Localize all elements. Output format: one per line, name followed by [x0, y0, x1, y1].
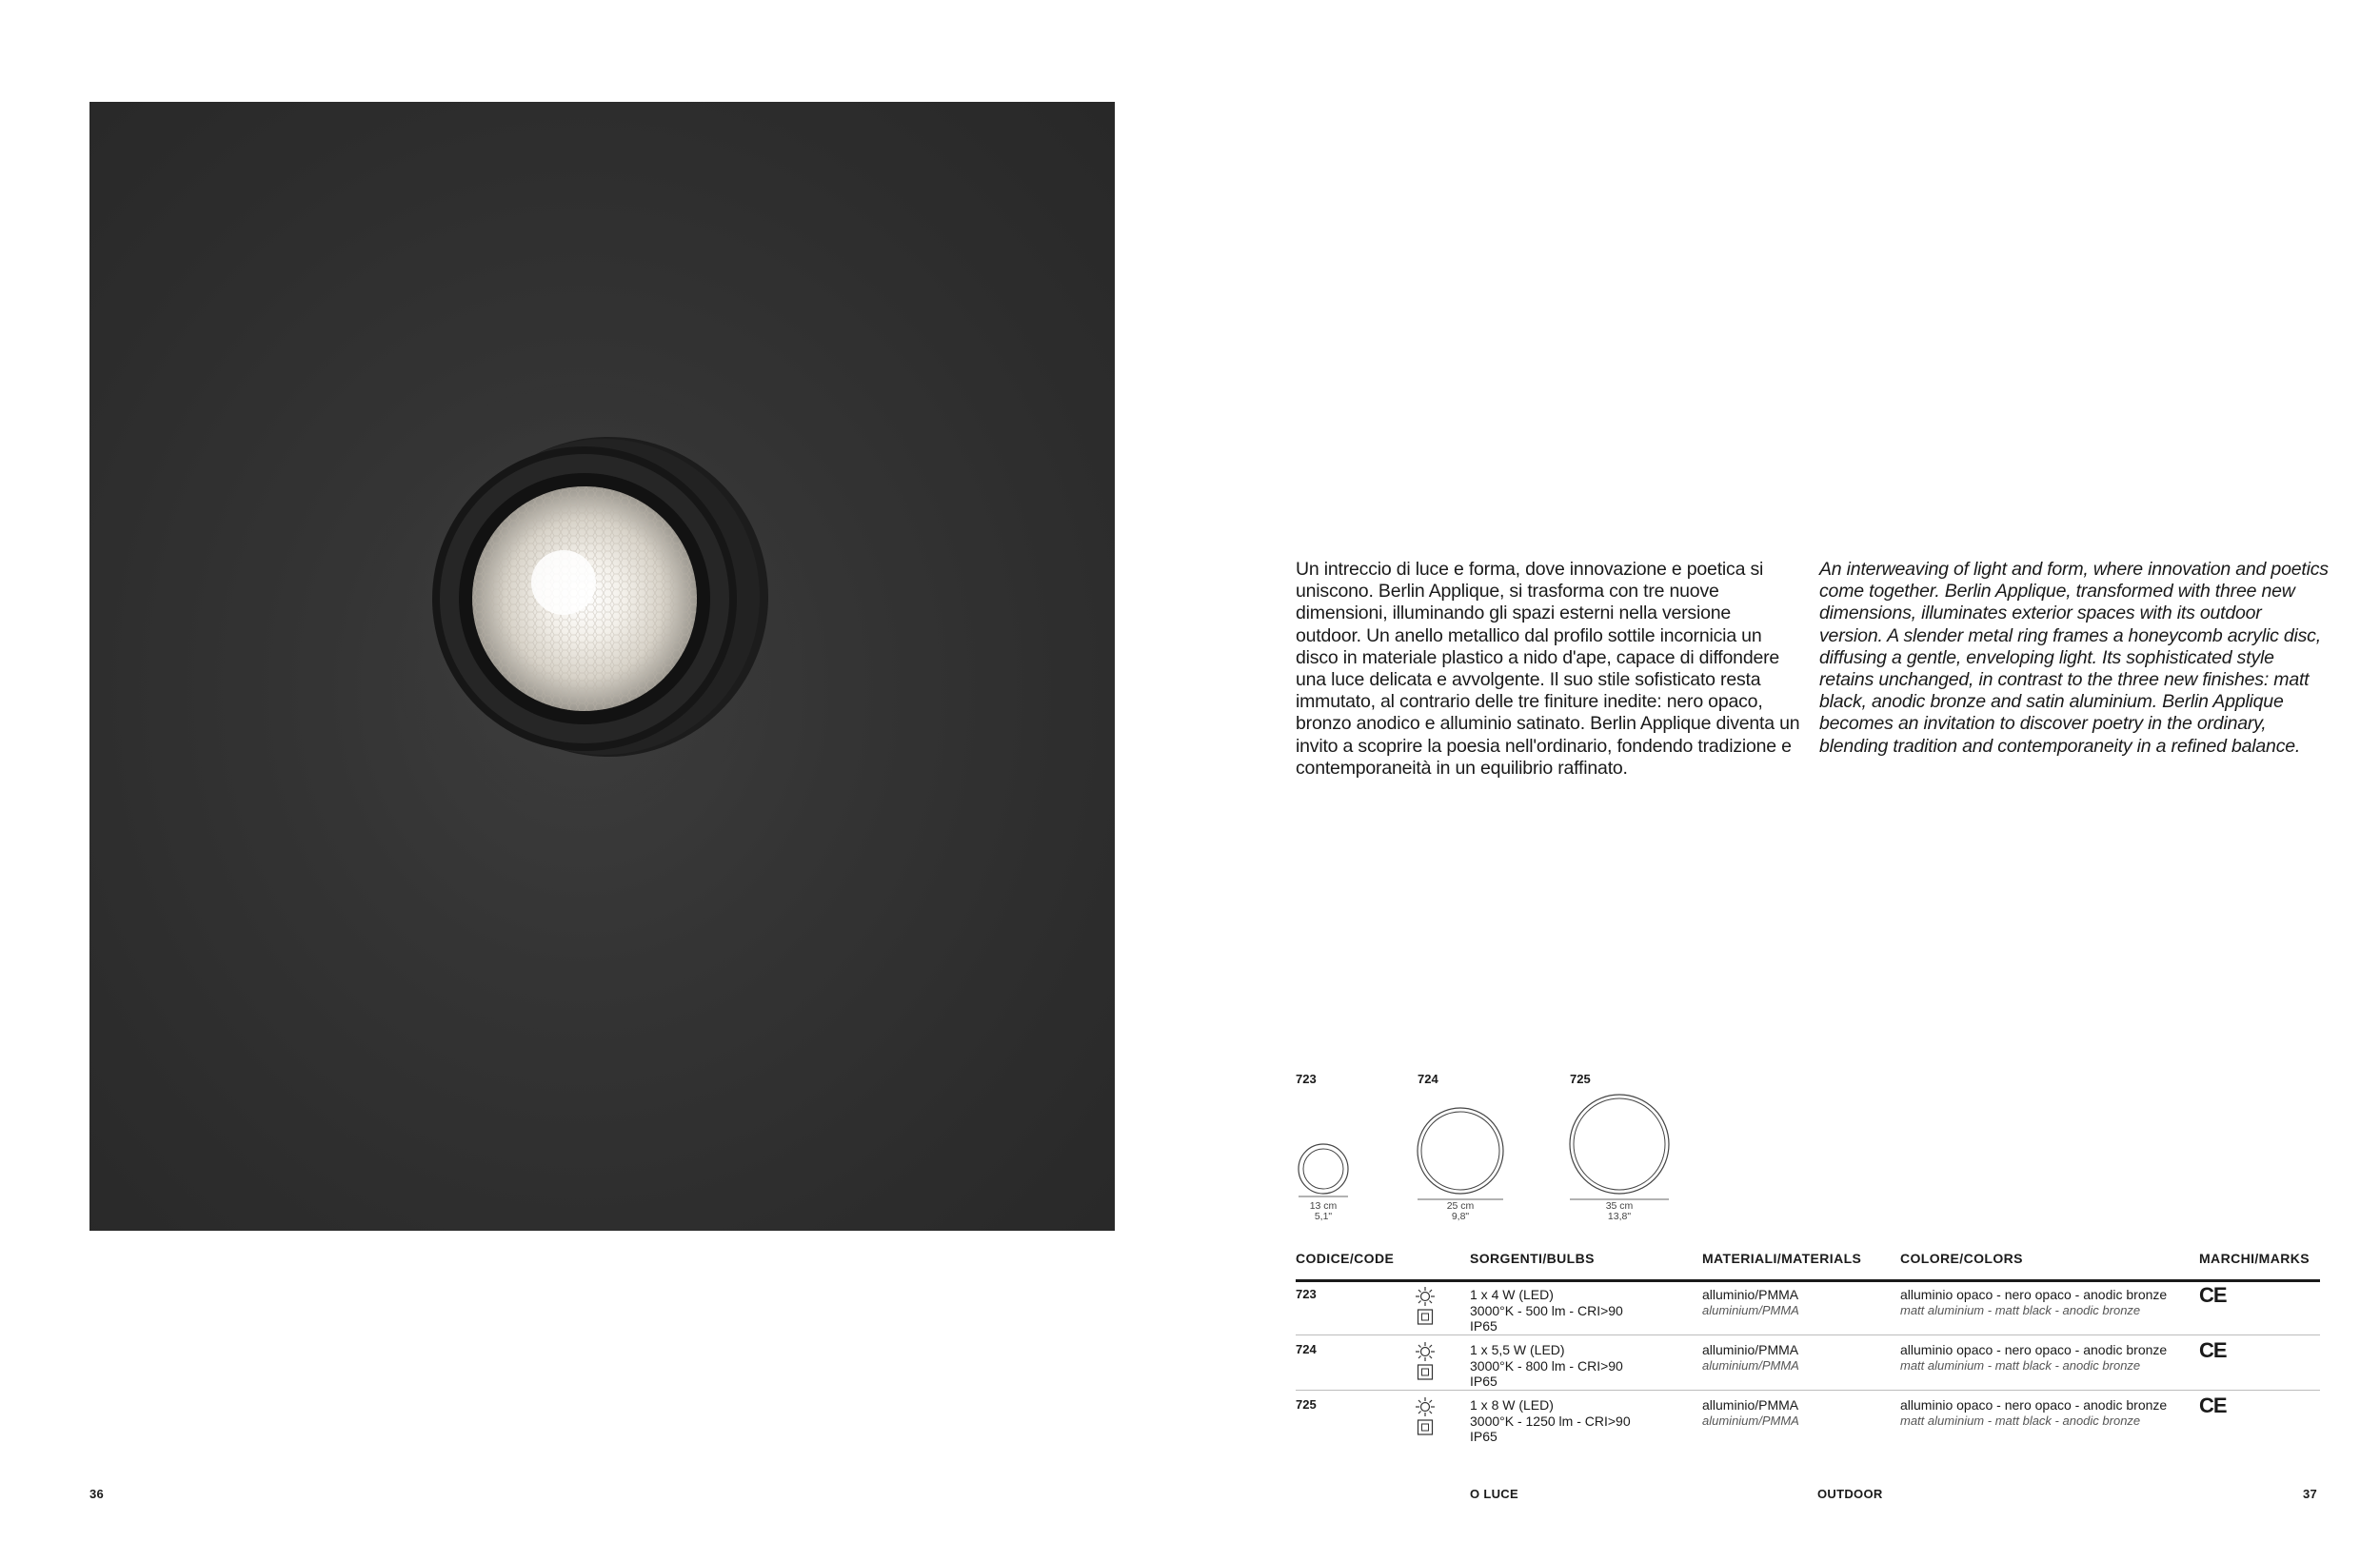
- row-724-colors: alluminio opaco - nero opaco - anodic bronze matt aluminium - matt black - anodic bronze: [1900, 1342, 2168, 1373]
- header-colors: COLORE/COLORS: [1900, 1251, 2023, 1266]
- ce-mark-icon: CE: [2199, 1338, 2227, 1362]
- dimension-diagram-723: [1296, 1133, 1353, 1199]
- row-725-bulbs: 1 x 8 W (LED) 3000°K - 1250 lm - CRI>90 IP65: [1470, 1397, 1631, 1444]
- row-723-code: 723: [1296, 1287, 1317, 1301]
- led-sun-icon: [1416, 1342, 1437, 1382]
- dimension-label-724: 25 cm 9,8": [1446, 1200, 1475, 1222]
- page-number-right: 37: [2303, 1487, 2318, 1501]
- description-english: An interweaving of light and form, where innovation and poetics come together. Berlin Applique, transformed with three new dimensions, illuminates exterior spaces with its outdoor version. A slender metal ring frames a honeycomb acrylic disc, diffusing a gentle, enveloping light. Its sophisticated style retains unchanged, in contrast to the three new finishes: matt black, anodic bronze and satin aluminium. Berlin Applique becomes an invitation to discover poetry in the ordinary, blending tradition and contemporaneity in a refined balance.: [1819, 559, 2329, 757]
- led-sun-icon: [1416, 1287, 1437, 1327]
- dimension-diagram-724: [1415, 1104, 1506, 1201]
- header-code: CODICE/CODE: [1296, 1251, 1395, 1266]
- row-724-material: alluminio/PMMA aluminium/PMMA: [1702, 1342, 1799, 1373]
- header-materials: MATERIALI/MATERIALS: [1702, 1251, 1862, 1266]
- led-sun-icon: [1416, 1397, 1437, 1437]
- footer-section: OUTDOOR: [1817, 1487, 1883, 1501]
- row-724-bulbs: 1 x 5,5 W (LED) 3000°K - 800 lm - CRI>90 IP65: [1470, 1342, 1623, 1389]
- row-725-code: 725: [1296, 1397, 1317, 1412]
- row-divider: [1296, 1390, 2320, 1391]
- table-header-rule: [1296, 1279, 2320, 1282]
- description-italian: Un intreccio di luce e forma, dove innovazione e poetica si uniscono. Berlin Applique, si trasforma con tre nuove dimensioni, illuminando gli spazi esterni nella versione outdoor. Un anello metallico dal profilo sottile incornicia un disco in materiale plastico a nido d'ape, capace di diffondere una luce delicata e avvolgente. Il suo stile sofisticato resta immutato, al contrario delle tre finiture inedite: nero opaco, bronzo anodico e alluminio satinato. Berlin Applique diventa un invito a scoprire la poesia nell'ordinario, fondendo tradizione e contemporaneità in un equilibrio raffinato.: [1296, 559, 1800, 779]
- dimension-code-723: 723: [1296, 1072, 1317, 1086]
- ce-mark-icon: CE: [2199, 1283, 2227, 1307]
- header-marks: MARCHI/MARKS: [2199, 1251, 2311, 1266]
- dimension-label-725: 35 cm 13,8": [1605, 1200, 1634, 1222]
- row-723-bulbs: 1 x 4 W (LED) 3000°K - 500 lm - CRI>90 IP65: [1470, 1287, 1623, 1334]
- row-725-colors: alluminio opaco - nero opaco - anodic bronze matt aluminium - matt black - anodic bronze: [1900, 1397, 2168, 1428]
- berlin-applique-lamp-image: [89, 102, 1115, 1231]
- row-725-material: alluminio/PMMA aluminium/PMMA: [1702, 1397, 1799, 1428]
- dimension-code-725: 725: [1570, 1072, 1591, 1086]
- row-divider: [1296, 1334, 2320, 1335]
- row-723-colors: alluminio opaco - nero opaco - anodic bronze matt aluminium - matt black - anodic bronze: [1900, 1287, 2168, 1317]
- product-photo: [89, 102, 1115, 1231]
- row-724-code: 724: [1296, 1342, 1317, 1356]
- dimension-code-724: 724: [1418, 1072, 1438, 1086]
- dimension-label-723: 13 cm 5,1": [1309, 1200, 1338, 1222]
- header-bulbs: SORGENTI/BULBS: [1470, 1251, 1595, 1266]
- footer-brand: O LUCE: [1470, 1487, 1518, 1501]
- row-723-material: alluminio/PMMA aluminium/PMMA: [1702, 1287, 1799, 1317]
- dimension-diagram-725: [1566, 1091, 1673, 1201]
- page-number-left: 36: [89, 1487, 105, 1501]
- ce-mark-icon: CE: [2199, 1394, 2227, 1417]
